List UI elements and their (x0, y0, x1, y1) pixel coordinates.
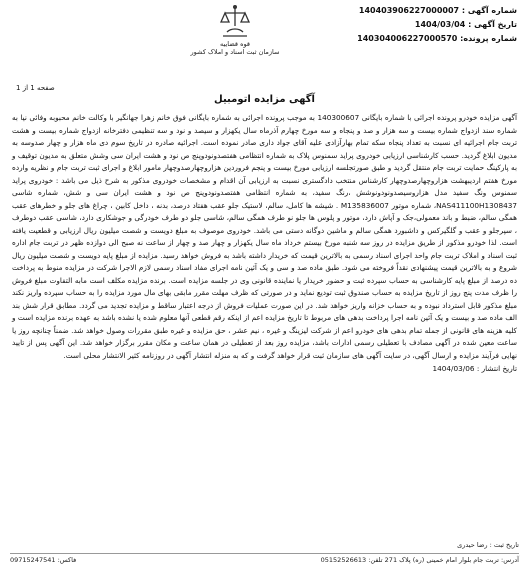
footer-divider (10, 553, 519, 554)
footer-fax: فاکس: 09715247541 (10, 556, 77, 564)
notice-body-text: آگهی مزایده خودرو پرونده اجرائی با شماره بایگانی 140300607 به موجب پرونده اجرائی به شماره بایگانی فوق خانم زهرا جهانگیر با وکالت خانم محبوبه وفائی نیا به شماره سند ازدواج شماره بیست و سه هزار و صد و پنجاه و سه مورخ چهارم آذرماه سال یکهزار و سیصد و نود و سه تنظیمی دفترخانه ازدواج شماره بیست و هشت تربت جام اجرائیه ای نسبت به تعداد پنجاه سکه تمام بهارآزادی علیه آقای جواد داری صادر نموده است. اجرائیه صادره در تاریخ سوم دی ماه هزار و چهار صدوسه به مدیون ابلاغ گردید. حسب کارشناسی ارزیابی خودروی پراید سمنوس پلاک به شماره انتظامی هفتصدونودوپنج ص نود و هشت ایران سی وشش متعلق به مدیون توقیف و به پارکینگ حمایت تربت جام منتقل گردید و طبق صورتجلسه ارزیابی مورخ بیست و پنجم فروردین هزاروچهارصدوچهار مامور ابلاغ و اجرای ثبت تربت جام و نظریه وارده مورخ هفتم اردیبهشت هزاروچهارصدوچهار کارشناس منتخب دادگستری نسبت به ارزیابی آن اقدام و مشخصات خودروی مذکور به شرح ذیل می باشد : خودروی پراید سمنوس ونگ سفید مدل هزاروسیصدونودونوشش ،رنگ سفید، به شماره انتظامی هفتصدونودوپنج ص نود و هشت ایران سی و شش، شماره شاسی NAS411100H1308437، شماره موتور M135836007 . شیشه ها کامل، سالم، لاستیک جلو عقب هفتاد درصد، بدنه ، داخل کابین ، چراغ های جلو و خطرهای عقب همگی سالم، ضبط و باند معمولی،جک و آپاش دارد، موتور و پلوس ها جلو نو طرف همگی سالم، شاسی جلو دو طرف خودرگی و جوشکاری دارد، شاسی عقب دوطرف ، سپرجلو و عقب و گلگیرکس و داشبورد همگی سالم و ماشین دوگانه دستی می باشد. خودروی موصوف به مبلغ دویست و شصت میلیون ریال ارزیابی و قطعیت یافته است. لذا خودرو مذکور از طریق مزایده در روز سه شنبه مورخ بیستم خرداد ماه سال یکهزار و چهار صد و چهار از ساعت نه صبح الی دوازده ظهر در تربت جام اداره ثبت اسناد و املاک تربت جام واحد اجرای اسناد رسمی به بالاترین قیمت که خریدار داشته باشد به فروش خواهد رسید. مزایده از مبلغ پایه دویست و شصت میلیون ریال شروع و به بالاترین قیمت پیشنهادی نقداً فروخته می شود. طبق ماده صد و سی و یک آئین نامه اجرای مفاد اسناد رسمی لازم الاجرا شرکت در مزایده منوط به پرداخت ده درصد از مبلغ پایه کارشناسی به حساب سپرده ثبت و حضور خریدار یا نماینده قانونی وی در جلسه مزایده است. برنده مزایده مکلف است مابه التفاوت مبلغ فروش را ظرف مدت پنج روز از تاریخ مزایده به حساب صندوق ثبت تودیع نماید و در صورتی که ظرف مهلت مقرر مابقی بهای مال مورد مزایده را به حساب سپرده واریز نکند مبلغ مذکور قابل استرداد نبوده و به حساب خزانه واریز خواهد شد. در این صورت عملیات فروش از درجه اعتبار ساقط و مزایده تجدید می گردد. مطابق قرار شش بند الف ماده صد و بیست و یک آئین نامه اجرا پرداخت بدهی های مربوط تا تاریخ مزایده اعم از اینکه رقم قطعی آنها معلوم شده یا نشده باشد به عهده برنده مزایده است و کلیه هزینه های قانونی از جمله تمام بدهی های خودرو اعم از شرکت لیزینگ و غیره ، نیم عشر ، حق مزایده و غیره طبق مقررات وصول خواهد شد. ضمناً چنانچه روز یا ساعت معین شده در آگهی مصادف با تعطیلی رسمی ادارات باشد، مزایده روز بعد از تعطیلی در همان ساعت و مکان مقرر برگزار خواهد شد. این آگهی پس از تایید نهایی فرآیند مزایده و ارسال آگهی، در سایت آگهی های سازمان ثبت قرار خواهد گرفت و که به منزله انتشار آگهی در روزنامه کثیر الانتشار محلی است. (12, 113, 518, 360)
notice-body (12, 112, 517, 376)
notice-number-label: شماره آگهی : (461, 6, 517, 15)
notice-date-row (352, 18, 517, 32)
page-number: صفحه 1 از 1 (16, 84, 55, 92)
notice-metadata (352, 4, 517, 46)
publish-date: 1404/03/06 (432, 364, 475, 373)
notice-date-label: تاریخ آگهی : (468, 20, 517, 29)
footer-address: آدرس: تربت جام بلوار امام خمینی (ره) پلاک 271 تلفن: 05152526613 (320, 556, 519, 564)
signer-name: رضا حیدری (457, 541, 488, 549)
org-name-line2: سازمان ثبت اسناد و املاک کشور (190, 48, 280, 56)
notice-title: آگهی مزایده اتومبیل (214, 94, 315, 105)
notice-number: 140403906227000007 (358, 6, 460, 15)
notice-date: 1404/03/04 (414, 20, 466, 29)
signature-label: تاریخ ثبت : (489, 541, 519, 549)
file-number: 140304006227000570 (357, 34, 458, 43)
file-number-label: شماره پرونده: (460, 34, 517, 43)
org-name-line1: قوه قضاییه (220, 40, 250, 48)
publish-date-label: تاریخ انتشار : (476, 364, 517, 373)
organization-emblem (170, 4, 300, 60)
publish-date-row (12, 363, 517, 376)
signature-row (10, 540, 519, 551)
footer-contact (10, 555, 519, 566)
notice-number-row (352, 4, 517, 18)
notice-footer (10, 540, 519, 566)
file-number-row (352, 32, 517, 46)
judiciary-logo-icon (215, 4, 255, 40)
